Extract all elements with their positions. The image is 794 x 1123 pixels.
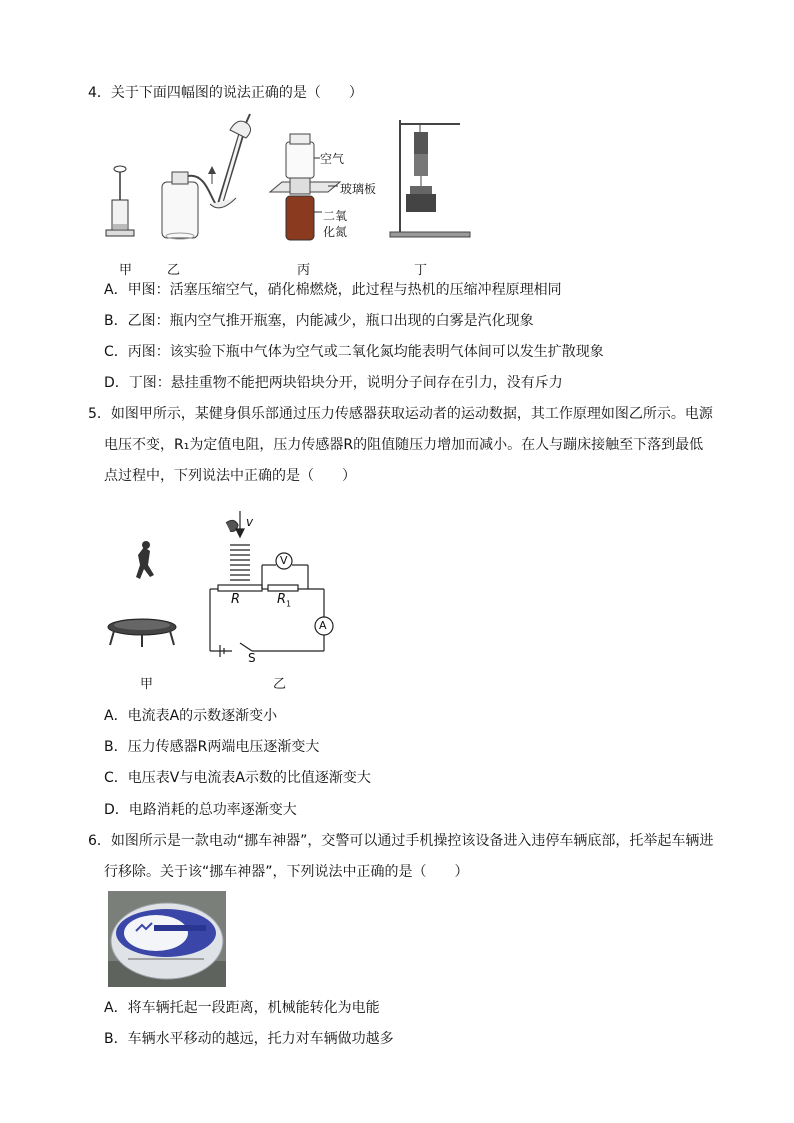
- q5-option-c: C．电压表V与电流表A示数的比值逐渐变大: [104, 770, 371, 786]
- ammeter-label: A: [319, 619, 327, 632]
- caption-q5-jia: 甲: [140, 677, 154, 692]
- question-6-stem-line1: 6．如图所示是一款电动“挪车神器”，交警可以通过手机操控该设备进入违停车辆底部，托举起车辆进: [88, 833, 714, 849]
- figure-jia-trampoline: [108, 541, 176, 647]
- caption-jia: 甲: [119, 263, 133, 278]
- question-5-stem-line3: 点过程中，下列说法中正确的是（ ）: [104, 468, 356, 484]
- question-4-stem: 4．关于下面四幅图的说法正确的是（ ）: [88, 85, 363, 101]
- figure-jia-cylinder: [106, 166, 134, 236]
- q6-device-photo: [108, 891, 226, 987]
- caption-yi: 乙: [167, 263, 181, 278]
- label-no2-line2: 化氮: [323, 225, 348, 239]
- q5-figures: [100, 505, 350, 670]
- caption-ding: 丁: [414, 263, 428, 278]
- figure-ding-lead-blocks: [390, 120, 470, 237]
- q4-option-d: D．丁图：悬挂重物不能把两块铅块分开，说明分子间存在引力，没有斥力: [104, 375, 563, 391]
- q4-option-c: C．丙图：该实验下瓶中气体为空气或二氧化氮均能表明气体间可以发生扩散现象: [104, 344, 604, 360]
- label-no2-line1: 二氧: [323, 209, 348, 223]
- figure-yi-bottle-pump: [162, 114, 251, 239]
- label-glass-plate: 玻璃板: [340, 182, 377, 196]
- q6-option-b: B．车辆水平移动的越远，托力对车辆做功越多: [104, 1031, 394, 1047]
- question-5-stem-line1: 5．如图甲所示，某健身俱乐部通过压力传感器获取运动者的运动数据，其工作原理如图乙所示。电源: [88, 406, 713, 422]
- q6-option-a: A．将车辆托起一段距离，机械能转化为电能: [104, 1000, 380, 1016]
- q5-option-a: A．电流表A的示数逐渐变小: [104, 708, 278, 724]
- q4-option-b: B．乙图：瓶内空气推开瓶塞，内能减少，瓶口出现的白雾是汽化现象: [104, 313, 534, 329]
- resistor-r1-label: $R_1$: [277, 592, 292, 609]
- figure-yi-circuit: [210, 511, 333, 657]
- q5-option-b: B．压力传感器R两端电压逐渐变大: [104, 739, 320, 755]
- q5-option-d: D．电路消耗的总功率逐渐变大: [104, 802, 297, 818]
- caption-q5-yi: 乙: [273, 677, 287, 692]
- resistor-r-label: R: [231, 592, 241, 607]
- question-5-stem-line2: 电压不变，R₁为定值电阻，压力传感器R的阻值随压力增加而减小。在人与蹦床接触至下落到最低: [104, 437, 704, 453]
- caption-bing: 丙: [297, 263, 311, 278]
- label-air: 空气: [320, 152, 345, 166]
- velocity-label: v: [246, 515, 254, 529]
- switch-label: S: [248, 651, 256, 665]
- q4-figures: [100, 112, 490, 252]
- voltmeter-label: V: [280, 554, 288, 567]
- question-6-stem-line2: 行移除。关于该“挪车神器”，下列说法中正确的是（ ）: [104, 864, 469, 880]
- q4-option-a: A．甲图：活塞压缩空气，硝化棉燃烧，此过程与热机的压缩冲程原理相同: [104, 282, 562, 298]
